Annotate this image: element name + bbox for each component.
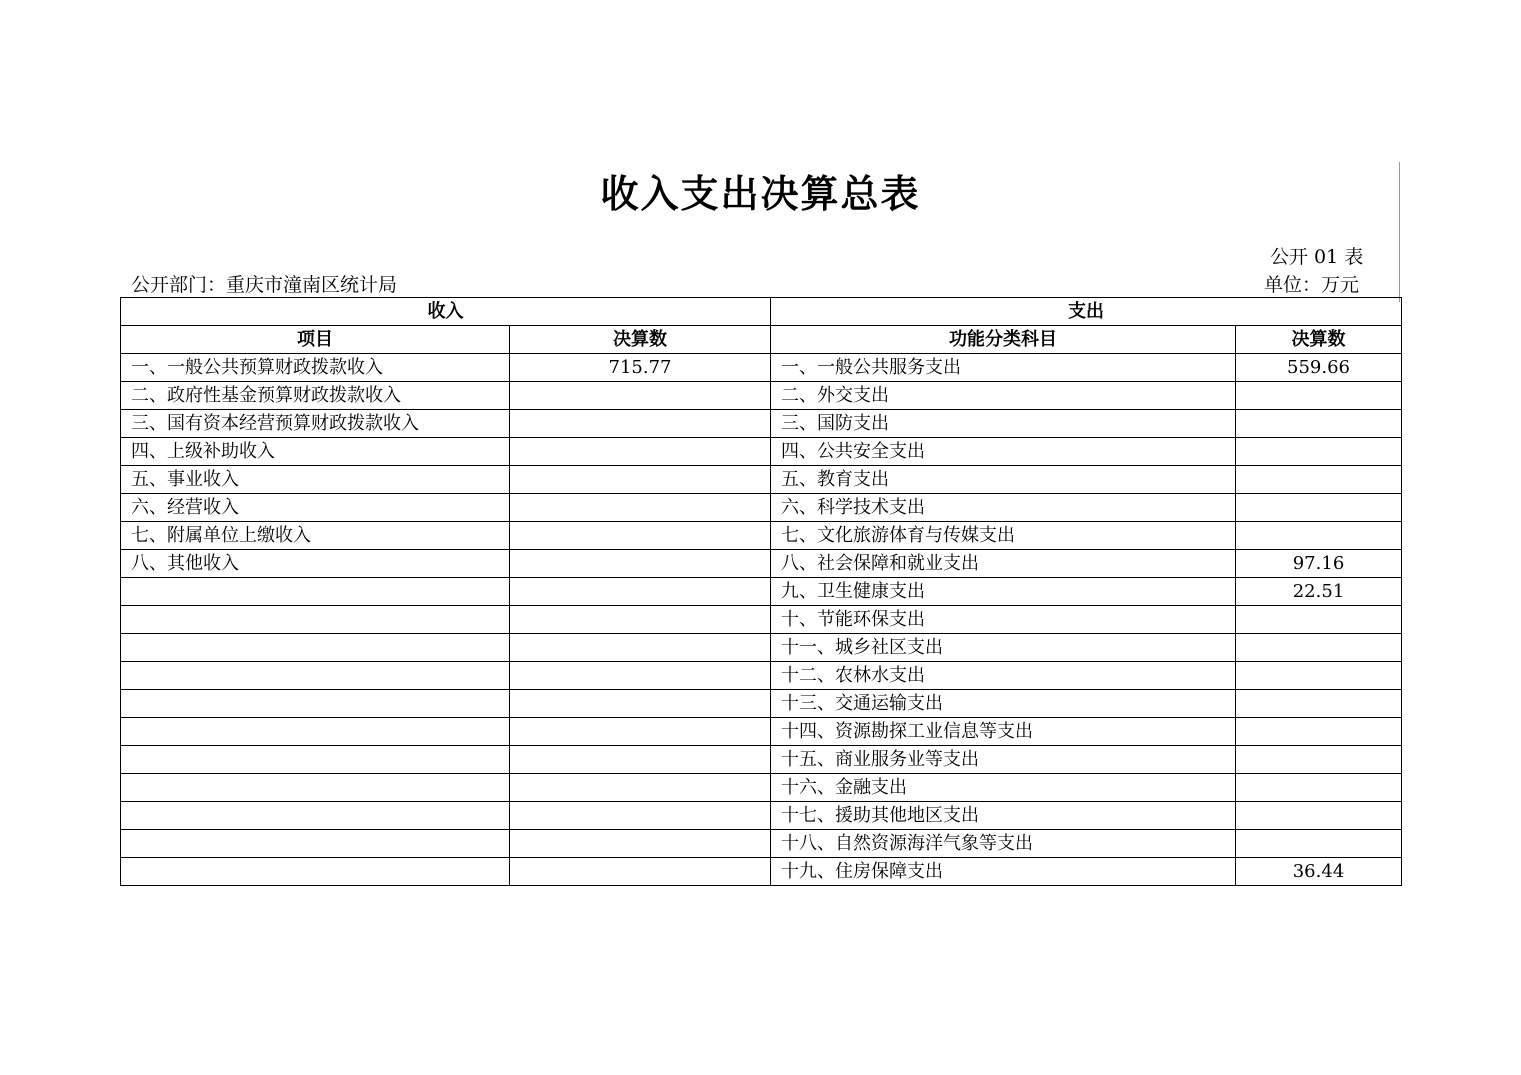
- unit-label: 单位：万元: [1264, 274, 1360, 296]
- expense-item-cell: 十二、农林水支出: [771, 662, 1236, 690]
- table-row: [121, 606, 1402, 634]
- income-item-cell: 二、政府性基金预算财政拨款收入: [121, 382, 510, 410]
- expense-item-cell: 十七、援助其他地区支出: [771, 802, 1236, 830]
- table-row: [121, 690, 1402, 718]
- department-label: 公开部门：重庆市潼南区统计局: [131, 274, 398, 296]
- table-row: [121, 718, 1402, 746]
- expense-item-cell: 十八、自然资源海洋气象等支出: [771, 830, 1236, 858]
- income-item-cell: [121, 802, 510, 830]
- expense-amount-column-header: 决算数: [1236, 326, 1402, 354]
- table-row: [121, 774, 1402, 802]
- expense-amount-cell: [1236, 718, 1402, 746]
- table-row: [121, 382, 1402, 410]
- income-amount-cell: [510, 578, 771, 606]
- income-amount-cell: [510, 410, 771, 438]
- income-amount-cell: [510, 466, 771, 494]
- expense-item-cell: 三、国防支出: [771, 410, 1236, 438]
- expense-item-cell: 十五、商业服务业等支出: [771, 746, 1236, 774]
- income-item-cell: [121, 578, 510, 606]
- expense-amount-cell: [1236, 690, 1402, 718]
- expense-item-cell: 二、外交支出: [771, 382, 1236, 410]
- expense-amount-cell: 97.16: [1236, 550, 1402, 578]
- income-item-cell: [121, 858, 510, 886]
- income-amount-cell: [510, 858, 771, 886]
- expense-amount-cell: [1236, 802, 1402, 830]
- expense-item-cell: 十九、住房保障支出: [771, 858, 1236, 886]
- expense-section-header: 支出: [771, 298, 1402, 326]
- income-item-cell: [121, 662, 510, 690]
- expense-amount-cell: [1236, 522, 1402, 550]
- expense-item-cell: 十、节能环保支出: [771, 606, 1236, 634]
- income-amount-column-header: 决算数: [510, 326, 771, 354]
- expense-amount-cell: [1236, 466, 1402, 494]
- table-row: [121, 830, 1402, 858]
- income-item-cell: 三、国有资本经营预算财政拨款收入: [121, 410, 510, 438]
- table-row: [121, 522, 1402, 550]
- expense-amount-cell: [1236, 494, 1402, 522]
- column-header-row: [121, 326, 1402, 354]
- income-amount-cell: [510, 802, 771, 830]
- table-row: [121, 550, 1402, 578]
- income-amount-cell: [510, 746, 771, 774]
- income-item-cell: 八、其他收入: [121, 550, 510, 578]
- income-amount-cell: [510, 690, 771, 718]
- table-row: [121, 494, 1402, 522]
- income-item-column-header: 项目: [121, 326, 510, 354]
- expense-amount-cell: [1236, 634, 1402, 662]
- expense-item-cell: 六、科学技术支出: [771, 494, 1236, 522]
- expense-amount-cell: 559.66: [1236, 354, 1402, 382]
- table-row: [121, 634, 1402, 662]
- table-row: [121, 466, 1402, 494]
- table-row: [121, 578, 1402, 606]
- income-item-cell: 七、附属单位上缴收入: [121, 522, 510, 550]
- expense-item-cell: 十四、资源勘探工业信息等支出: [771, 718, 1236, 746]
- table-row: [121, 410, 1402, 438]
- table-row: [121, 746, 1402, 774]
- income-item-cell: 四、上级补助收入: [121, 438, 510, 466]
- page-title: 收入支出决算总表: [600, 172, 921, 216]
- expense-amount-cell: 36.44: [1236, 858, 1402, 886]
- income-amount-cell: [510, 774, 771, 802]
- table-row: [121, 438, 1402, 466]
- income-amount-cell: [510, 718, 771, 746]
- expense-amount-cell: 22.51: [1236, 578, 1402, 606]
- income-item-cell: 五、事业收入: [121, 466, 510, 494]
- income-item-cell: [121, 690, 510, 718]
- income-item-cell: 一、一般公共预算财政拨款收入: [121, 354, 510, 382]
- income-item-cell: [121, 746, 510, 774]
- expense-item-column-header: 功能分类科目: [771, 326, 1236, 354]
- expense-item-cell: 九、卫生健康支出: [771, 578, 1236, 606]
- income-amount-cell: [510, 382, 771, 410]
- expense-item-cell: 一、一般公共服务支出: [771, 354, 1236, 382]
- expense-amount-cell: [1236, 410, 1402, 438]
- section-header-row: [121, 298, 1402, 326]
- expense-item-cell: 四、公共安全支出: [771, 438, 1236, 466]
- expense-item-cell: 五、教育支出: [771, 466, 1236, 494]
- expense-amount-cell: [1236, 746, 1402, 774]
- expense-amount-cell: [1236, 606, 1402, 634]
- expense-amount-cell: [1236, 662, 1402, 690]
- income-item-cell: [121, 634, 510, 662]
- income-amount-cell: [510, 494, 771, 522]
- income-item-cell: [121, 606, 510, 634]
- expense-item-cell: 七、文化旅游体育与传媒支出: [771, 522, 1236, 550]
- expense-amount-cell: [1236, 830, 1402, 858]
- income-amount-cell: [510, 438, 771, 466]
- income-amount-cell: [510, 662, 771, 690]
- table-row: [121, 802, 1402, 830]
- table-number: 公开 01 表: [1270, 246, 1364, 268]
- table-row: [121, 858, 1402, 886]
- expense-item-cell: 十三、交通运输支出: [771, 690, 1236, 718]
- income-amount-cell: [510, 550, 771, 578]
- income-amount-cell: [510, 634, 771, 662]
- income-section-header: 收入: [121, 298, 771, 326]
- expense-item-cell: 八、社会保障和就业支出: [771, 550, 1236, 578]
- income-expense-table: [120, 297, 1402, 886]
- income-amount-cell: [510, 830, 771, 858]
- expense-amount-cell: [1236, 438, 1402, 466]
- income-amount-cell: [510, 522, 771, 550]
- page-edge-divider: [1399, 162, 1400, 302]
- income-amount-cell: [510, 606, 771, 634]
- expense-amount-cell: [1236, 382, 1402, 410]
- expense-item-cell: 十六、金融支出: [771, 774, 1236, 802]
- table-row: [121, 662, 1402, 690]
- expense-amount-cell: [1236, 774, 1402, 802]
- income-item-cell: 六、经营收入: [121, 494, 510, 522]
- income-item-cell: [121, 830, 510, 858]
- income-item-cell: [121, 718, 510, 746]
- income-amount-cell: 715.77: [510, 354, 771, 382]
- table-row: [121, 354, 1402, 382]
- income-item-cell: [121, 774, 510, 802]
- expense-item-cell: 十一、城乡社区支出: [771, 634, 1236, 662]
